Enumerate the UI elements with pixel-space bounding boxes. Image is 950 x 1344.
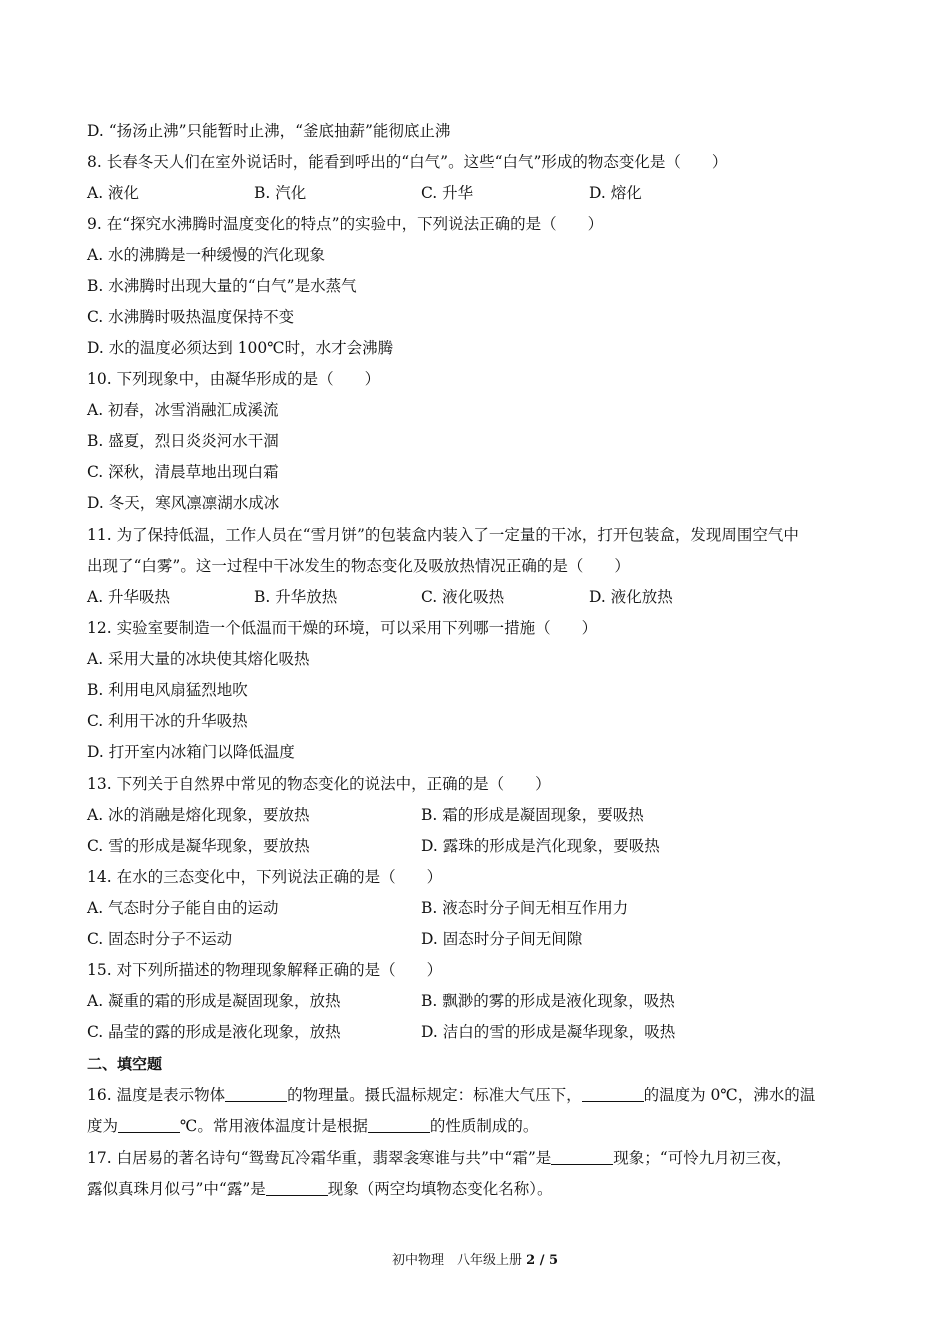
q15-option-b: B. 飘渺的雾的形成是液化现象，吸热 [421, 992, 675, 1010]
question-11-line1: 11. 为了保持低温，工作人员在“雪月饼”的包装盒内装入了一定量的干冰，打开包装盒，发现周围空气中 [87, 526, 799, 544]
q11-option-b: B. 升华放热 [254, 588, 338, 606]
q13-option-a: A. 冰的消融是熔化现象，要放热 [87, 806, 310, 824]
q9-option-b: B. 水沸腾时出现大量的“白气”是水蒸气 [87, 277, 357, 295]
q9-option-a: A. 水的沸腾是一种缓慢的汽化现象 [87, 246, 326, 264]
q10-option-a: A. 初春，冰雪消融汇成溪流 [87, 401, 279, 419]
footer-text: 初中物理 八年级上册 [391, 1253, 527, 1268]
q7-option-d: D. “扬汤止沸”只能暂时止沸，“釜底抽薪”能彻底止沸 [87, 122, 451, 140]
q8-option-c: C. 升华 [421, 184, 474, 202]
q13-option-d: D. 露珠的形成是汽化现象，要吸热 [421, 837, 660, 855]
question-8: 8. 长春冬天人们在室外说话时，能看到呼出的“白气”。这些“白气”形成的物态变化是（ ） [87, 153, 728, 171]
question-15: 15. 对下列所描述的物理现象解释正确的是（ ） [87, 961, 443, 979]
question-16-line2 [87, 1116, 880, 1136]
answer-blank[interactable] [118, 1118, 180, 1133]
question-11-line2: 出现了“白雾”。这一过程中干冰发生的物态变化及吸放热情况正确的是（ ） [87, 557, 630, 575]
section-heading-fill-blank: 二、填空题 [87, 1055, 163, 1073]
q13-option-b: B. 霜的形成是凝固现象，要吸热 [421, 806, 644, 824]
q10-option-d: D. 冬天，寒风凛凛湖水成冰 [87, 494, 280, 512]
q8-option-a: A. 液化 [87, 184, 140, 202]
q17-text-4: 现象（两空均填物态变化名称）。 [327, 1180, 553, 1198]
question-13: 13. 下列关于自然界中常见的物态变化的说法中，正确的是（ ） [87, 775, 551, 793]
page-number: 2 / 5 [526, 1253, 559, 1268]
q16-text-5: ℃。常用液体温度计是根据 [180, 1117, 368, 1135]
question-12: 12. 实验室要制造一个低温而干燥的环境，可以采用下列哪一措施（ ） [87, 619, 598, 637]
q11-option-a: A. 升华吸热 [87, 588, 171, 606]
answer-blank[interactable] [551, 1150, 613, 1165]
q16-text-1: 16. 温度是表示物体 [87, 1086, 226, 1104]
q16-text-4: 度为 [87, 1117, 119, 1135]
question-17-line1 [87, 1148, 880, 1168]
q14-option-a: A. 气态时分子能自由的运动 [87, 899, 279, 917]
q17-text-1: 17. 白居易的著名诗句“鸳鸯瓦冷霜华重，翡翠衾寒谁与共”中“霜”是 [87, 1149, 552, 1167]
q16-text-2: 的物理量。摄氏温标规定：标准大气压下， [287, 1086, 582, 1104]
q14-option-c: C. 固态时分子不运动 [87, 930, 233, 948]
q11-option-d: D. 液化放热 [589, 588, 673, 606]
q16-text-3: 的温度为 0℃，沸水的温 [643, 1086, 816, 1104]
question-17-line2 [87, 1179, 880, 1199]
q12-option-a: A. 采用大量的冰块使其熔化吸热 [87, 650, 310, 668]
answer-blank[interactable] [368, 1118, 430, 1133]
q15-option-d: D. 洁白的雪的形成是凝华现象，吸热 [421, 1023, 676, 1041]
q9-option-c: C. 水沸腾时吸热温度保持不变 [87, 308, 295, 326]
q11-option-c: C. 液化吸热 [421, 588, 505, 606]
answer-blank[interactable] [266, 1181, 328, 1196]
q12-option-d: D. 打开室内冰箱门以降低温度 [87, 743, 295, 761]
q17-text-3: 露似真珠月似弓”中“露”是 [87, 1180, 266, 1198]
q10-option-b: B. 盛夏，烈日炎炎河水干涸 [87, 432, 279, 450]
q12-option-b: B. 利用电风扇猛烈地吹 [87, 681, 248, 699]
q14-option-b: B. 液态时分子间无相互作用力 [421, 899, 629, 917]
q12-option-c: C. 利用干冰的升华吸热 [87, 712, 248, 730]
question-16-line1 [87, 1085, 880, 1105]
question-14: 14. 在水的三态变化中，下列说法正确的是（ ） [87, 868, 443, 886]
question-10: 10. 下列现象中，由凝华形成的是（ ） [87, 370, 381, 388]
answer-blank[interactable] [225, 1087, 287, 1102]
q10-option-c: C. 深秋，清晨草地出现白霜 [87, 463, 279, 481]
q15-option-a: A. 凝重的霜的形成是凝固现象，放热 [87, 992, 341, 1010]
q15-option-c: C. 晶莹的露的形成是液化现象，放热 [87, 1023, 341, 1041]
q8-option-b: B. 汽化 [254, 184, 307, 202]
q8-option-d: D. 熔化 [589, 184, 642, 202]
page-footer [0, 1249, 950, 1268]
q13-option-c: C. 雪的形成是凝华现象，要放热 [87, 837, 310, 855]
q9-option-d: D. 水的温度必须达到 100℃时，水才会沸腾 [87, 339, 394, 357]
q17-text-2: 现象；“可怜九月初三夜， [613, 1149, 792, 1167]
q14-option-d: D. 固态时分子间无间隙 [421, 930, 583, 948]
question-9: 9. 在“探究水沸腾时温度变化的特点”的实验中，下列说法正确的是（ ） [87, 215, 604, 233]
answer-blank[interactable] [582, 1087, 644, 1102]
q16-text-6: 的性质制成的。 [429, 1117, 539, 1135]
